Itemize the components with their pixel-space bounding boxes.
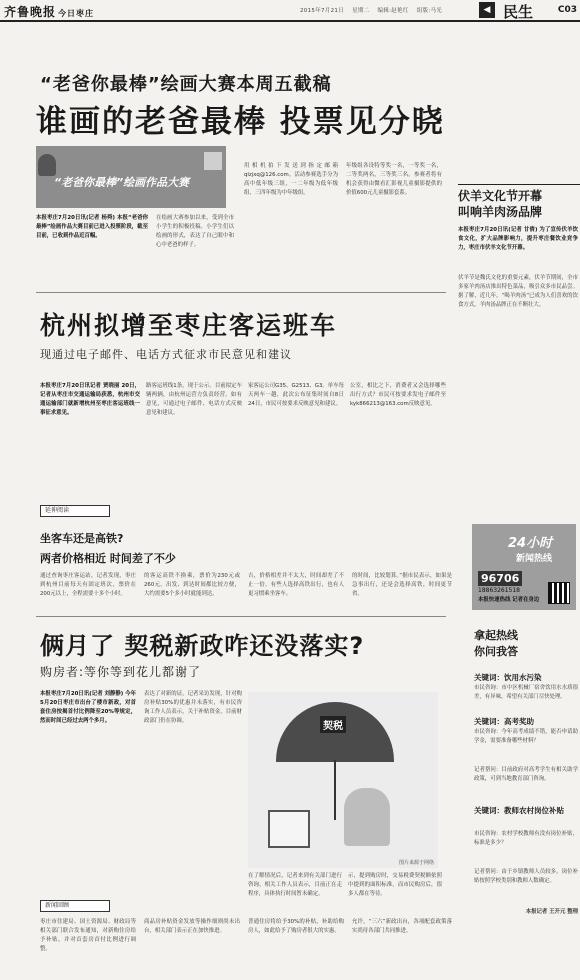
- person-figure-icon: [344, 788, 390, 846]
- story1-lead: 本报枣庄7月20日讯(记者 杨舜) 本报“老爸你最棒”绘画作品大赛目前已进入投票阶段，截至目前，已收到作品近百幅。: [36, 215, 148, 239]
- story2-sub-col4: 的时间，比较划算。”据市民表示，如果是急事出行，还是会选择高铁，时间更节省。: [352, 573, 452, 597]
- logo-subtitle: 今日枣庄: [58, 9, 95, 18]
- story3-subheadline: 购房者:等你等到花儿都谢了: [40, 665, 202, 679]
- masthead-logo: [4, 3, 94, 20]
- news-col2: 商品房补贴资金发放等操作细则尚未出台，相关部门表示正在加快推进。: [144, 919, 240, 934]
- hotline-subtitle: 新闻热线: [516, 554, 553, 564]
- rc2-title-line2: 你问我答: [474, 645, 518, 658]
- hotline-title: 24小时: [508, 536, 553, 551]
- story2-sub-headline2: 两者价格相近 时间差了不少: [40, 552, 176, 565]
- story2-sub-col1: 通过查询枣庄客运站，记者发现，枣庄到杭州目前每天有固定班次，票价在200元以上，全程需要十多个小时。: [40, 573, 136, 597]
- news-hotline-box: [472, 524, 576, 610]
- drawing-paper-icon: [204, 152, 222, 170]
- story2-sub-col2: 的客运高铁不换乘，票价为230元或260元。出发、到达时间都比较方便，大约需要5个多小时就能到达。: [144, 573, 240, 597]
- rc2-signature: 本报记者 王开元 整理: [525, 909, 578, 915]
- story2-subheadline: 现通过电子邮件、电话方式征求市民意见和建议: [40, 348, 292, 361]
- story1-col3: 用相机拍下发送到指定邮箱qlzjxq@126.com。活动参赛选手分为高中低年级三组，一二年级为低年级组，三四年级为中年级组。: [244, 163, 338, 196]
- logo-text: 齐鲁晚报: [4, 5, 57, 19]
- section-divider-2: [36, 616, 446, 617]
- rc1-lead: 本报枣庄7月20日讯(记者 甘倩) 为了宣传伏羊饮食文化，扩大品牌影响力，提升枣庄餐饮业竞争力，枣庄市伏羊文化节开幕。: [458, 227, 578, 251]
- story2-lead: 本报枣庄7月20日讯记者 贾晓丽 20日，记者从枣庄市交通运输局获悉，杭州市交通运输部门就新增杭州至枣庄客运班线一事征求意见。: [40, 383, 140, 416]
- editor-credit: 编辑:赵艳红: [377, 8, 409, 14]
- story1-col4: 年级组各设特等奖一名，一等奖一名，二等奖两名，三等奖三名。参赛者将有机会获得由微看汇影视儿童摄影提供的价值600元儿童摄影套系。: [346, 163, 442, 196]
- qr-code-icon: [548, 582, 570, 604]
- rc2-title-line1: 拿起热线: [474, 629, 518, 642]
- rc1-title-line2: 叫响羊肉汤品牌: [458, 205, 543, 219]
- story1-col2: 在绘画大赛参加以来，受到全市小学生的积极投稿。小学生们以绘画的形式，表达了自己眼中和心中老爸的样子。: [156, 215, 234, 248]
- hotline-phone: 18863261518: [478, 587, 520, 594]
- news-review-tag: 新闻回顾: [40, 900, 110, 912]
- story3-lead: 本报枣庄7月20日讯(记者 刘静静) 今年5月20日枣庄市出台了楼市新政，对首套住房按揭首付比例降至20%等规定，然而时间已经过去两个多月。: [40, 691, 136, 724]
- story2-col3: 家客运公司G35、G2513、G3。单车每天两车一趟，此次公布征集时间自8日24日，市民可按要求反映意见和建议。: [248, 383, 344, 407]
- tax-cartoon-illustration: [248, 692, 438, 868]
- rc2-a3: 记者帮问：由于乡镇教师人员较多，岗位补贴按照学校类别和教师人数确定。: [474, 869, 578, 884]
- rc2-q1: 市民咨询：市中区机械厂宿舍饮用水水质很差，有异味，希望有关部门尽快处理。: [474, 685, 578, 700]
- rc1-title: [458, 188, 580, 220]
- header-meta: [300, 6, 448, 14]
- banner-title: “老爸你最棒”绘画作品大赛: [54, 176, 190, 189]
- rc2-q3: 市民咨询：农村学校教师有没有岗位补贴，标准是多少？: [474, 831, 578, 846]
- story3-col4: 示，提到购房时，交易税费契税额依照中提到的面积标准，而市民购房后，很多人都在等待。: [348, 873, 442, 897]
- story3-headline: 俩月了 契税新政咋还没落实?: [40, 632, 365, 660]
- umbrella-pole: [334, 760, 336, 820]
- rc2-a2: 记者帮问：目前政府对高考学生有相关助学政策，可到当地教育部门咨询。: [474, 767, 578, 782]
- section-divider: [36, 292, 446, 293]
- issue-weekday: 星期二: [352, 8, 370, 14]
- news-col3: 普通住房将给予30%的补贴，补助给购房人，如此给予了购房者很大的实惠。: [248, 919, 344, 934]
- news-col1: 枣庄市住建局、国土资源局、财政局等相关部门联合发布通知，对新购住房给予补贴，并对首套房首付比例进行调整。: [40, 919, 136, 952]
- hotline-note: 本报快速热线 记者在身边: [478, 597, 540, 603]
- story2-col4: 公室，相比之下，消费者又会选择哪些出行方式？市民可按要求发电子邮件至kyk866213@163.com反映意见。: [350, 383, 446, 407]
- rc2-keyword3: 关键词：教师农村岗位补贴: [474, 806, 564, 815]
- news-col4: 允许，“三六”新政出台，各项配套政策落实尚待各部门共同推进。: [352, 919, 452, 934]
- rc2-keyword2: 关键词：高考奖助: [474, 717, 534, 726]
- page-number: C03: [557, 5, 577, 15]
- hotline-number: 96706: [478, 571, 522, 586]
- contest-banner-image: [36, 146, 226, 208]
- story3-col2: 表达了对新的证，记者采访发现，针对购房补贴30%的优惠并未落实，有市民咨询工作人员表示，关于补贴资金，目前财政部门仍在协调。: [144, 691, 242, 724]
- section-box: [477, 0, 580, 22]
- story2-col2: 路客运班线1条，现于公示。目前拟定车辆两辆，由杭州运营方负责经营。如有意见，可通过电子邮件、电话方式反映意见和建议。: [146, 383, 242, 416]
- extended-reading-tag: 延伸阅读: [40, 505, 110, 517]
- story2-sub-headline1: 坐客车还是高铁?: [40, 532, 124, 545]
- rc2-keyword1: 关键词：饮用水污染: [474, 673, 542, 682]
- section-name: 民生: [503, 3, 534, 21]
- child-figure-icon: [38, 154, 56, 176]
- rc1-title-line1: 伏羊文化节开幕: [458, 189, 543, 203]
- story2-headline: 杭州拟增至枣庄客运班车: [40, 311, 338, 340]
- rc2-q2: 市民咨询：今年高考成绩不错，能否申请助学金，需要准备哪些材料？: [474, 729, 578, 744]
- umbrella-label: 契税: [320, 716, 346, 733]
- issue-date: 2015年7月21日: [300, 8, 344, 14]
- rc1-body: 伏羊节是魏氏文化的重要元素，伏羊节期间，全市多家羊肉汤店推出特色菜品，吸引众多市民品尝。据了解，近几年，“喝羊肉汤”已成为人们喜欢的饮食方式，羊肉汤品牌正在不断壮大。: [458, 275, 578, 308]
- rc2-title: [474, 628, 518, 660]
- story2-sub-col3: 吉，价格相差并不太大，时间却差了不止一倍。有些人选择高铁出行，也有人更习惯乘坐客车。: [248, 573, 344, 597]
- section-arrow-icon: ◀: [479, 2, 495, 18]
- story1-kicker: “老爸你最棒”绘画大赛本周五截稿: [40, 74, 332, 95]
- story1-headline: 谁画的老爸最棒 投票见分晓: [36, 104, 445, 140]
- design-credit: 组版:马光: [416, 8, 443, 14]
- page-header: [0, 0, 580, 22]
- illustration-caption: 图片来源于网络: [398, 860, 434, 866]
- story3-col3: 在了解情况后，记者来到有关部门进行咨询，相关工作人员表示，目前正在走程序，具体执行时间暂未确定。: [248, 873, 342, 897]
- rc1-top-rule: [458, 184, 580, 185]
- house-icon: [268, 810, 310, 848]
